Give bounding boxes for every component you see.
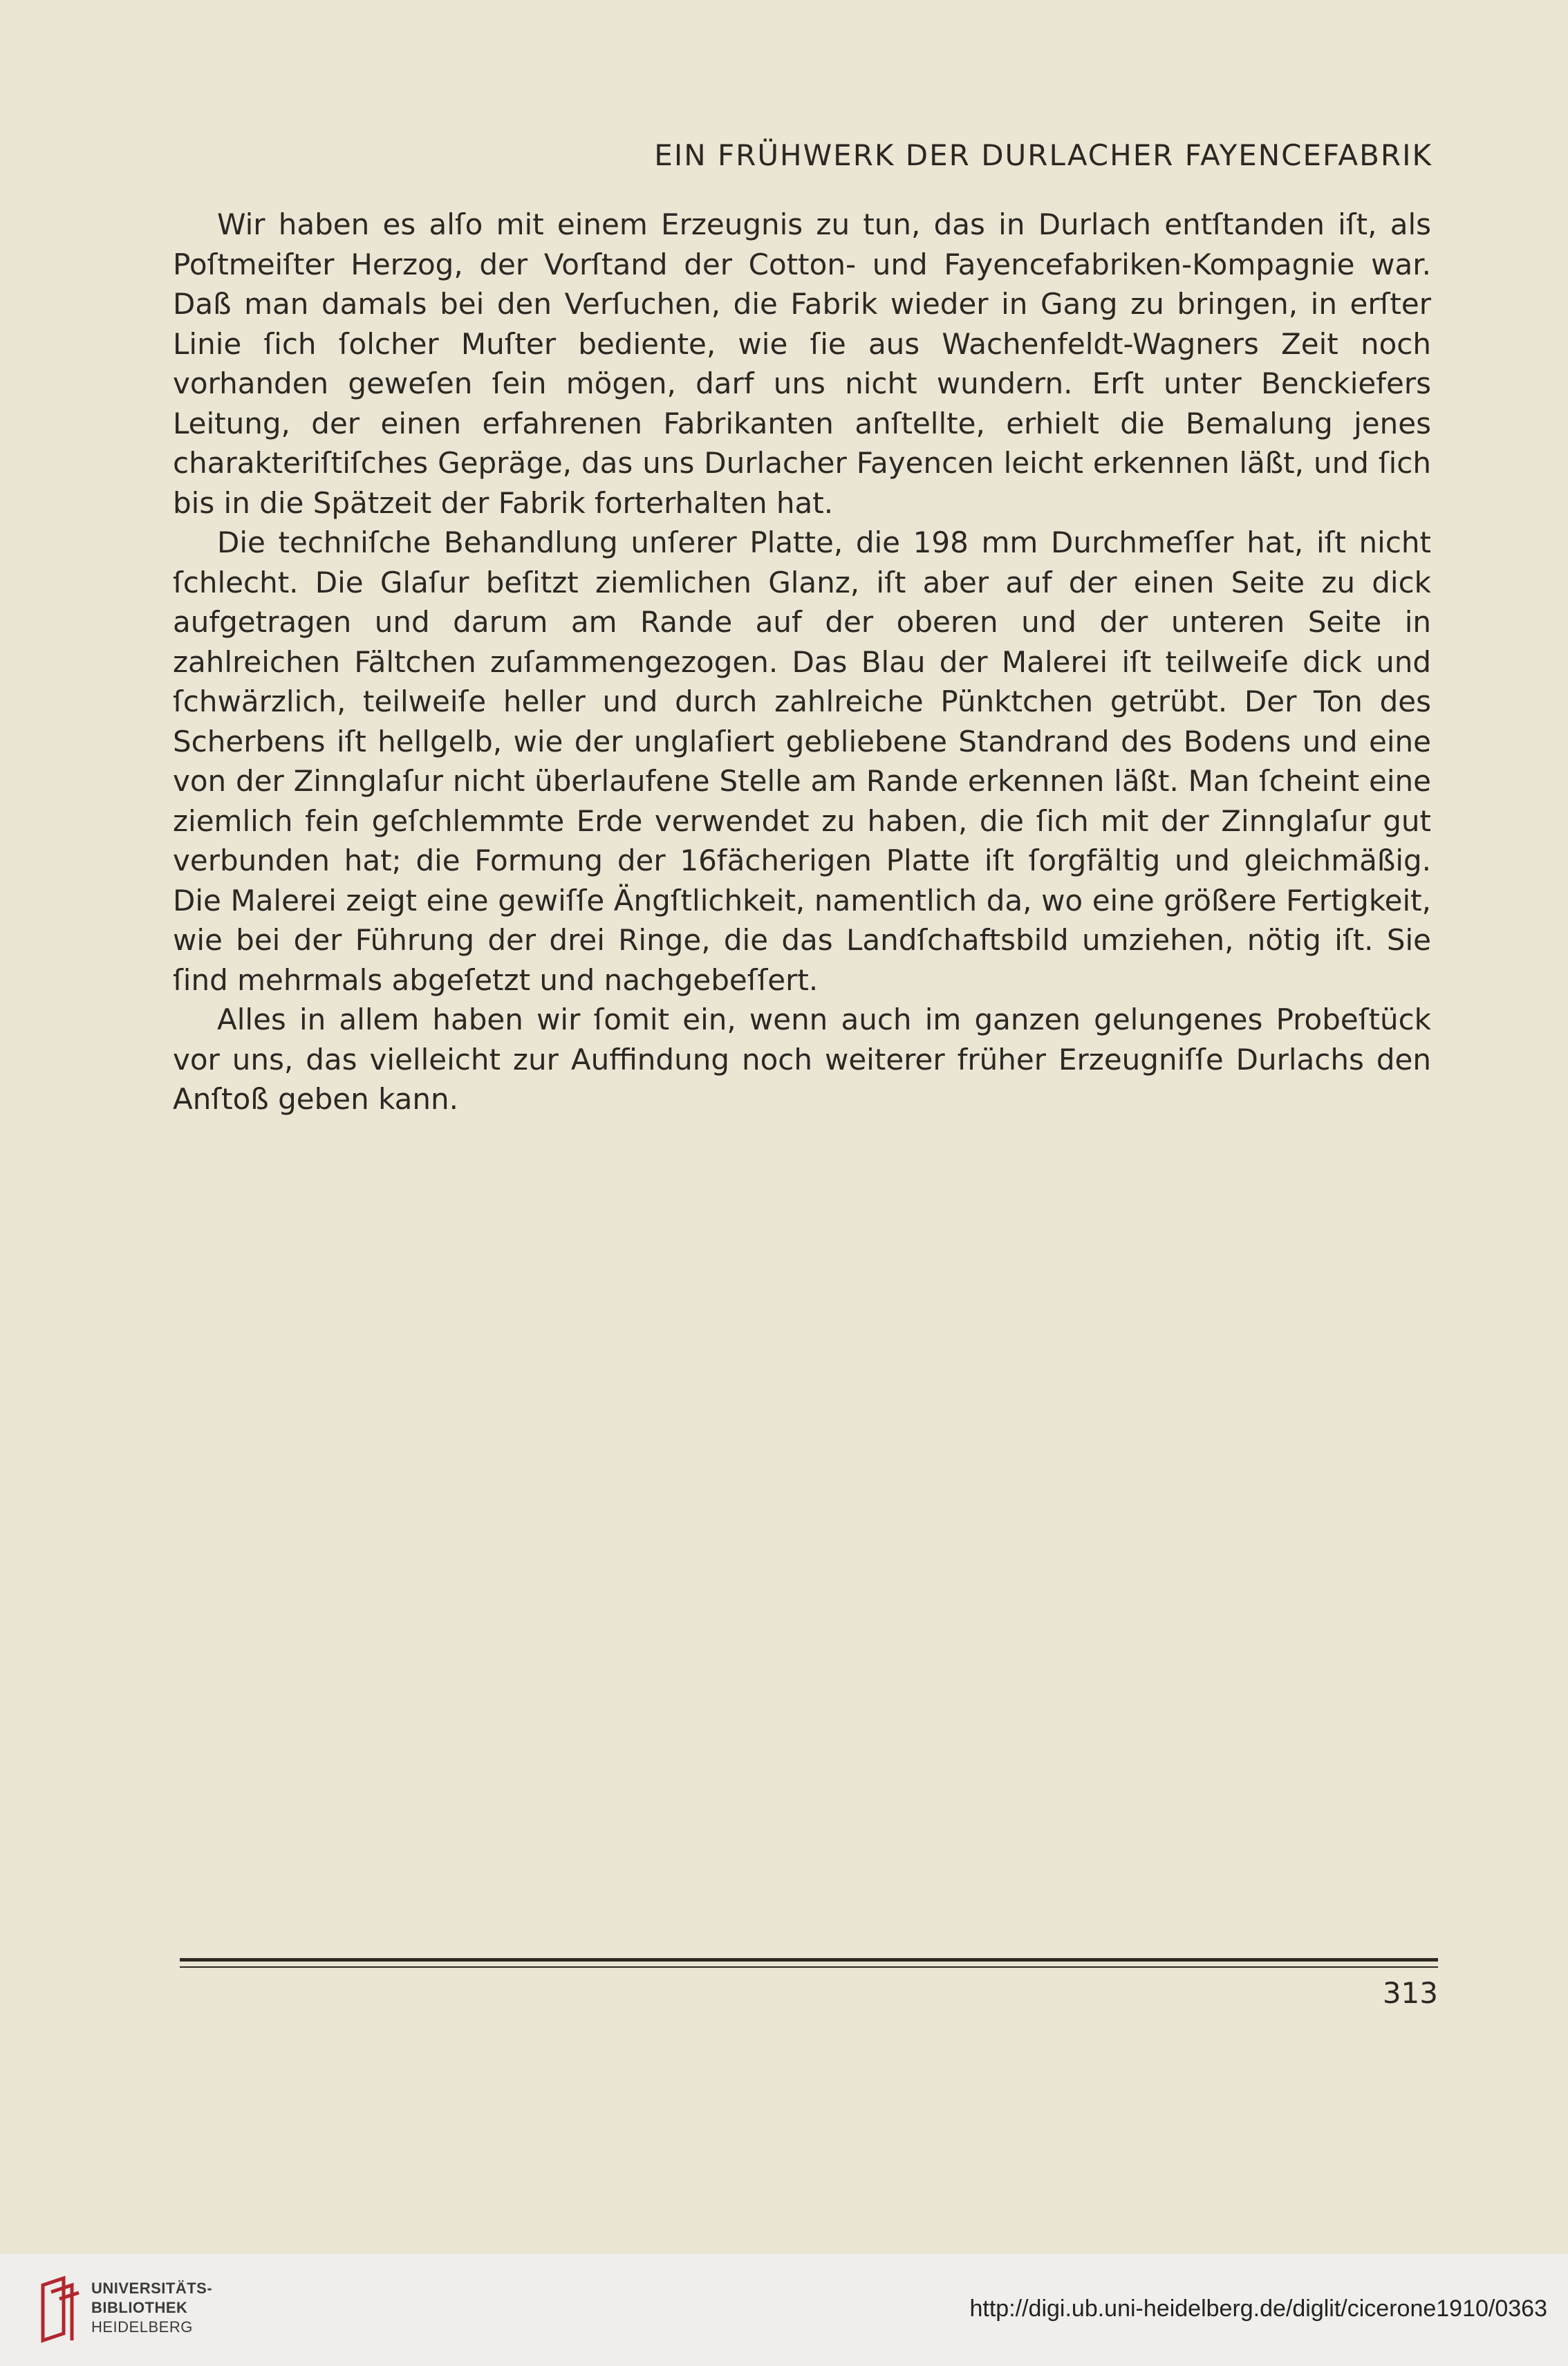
footer-rule-thin (180, 1966, 1438, 1968)
library-name-line: UNIVERSITÄTS- (91, 2280, 213, 2297)
paragraph: Wir haben es alſo mit einem Erzeugnis zu tun, das in Durlach entſtanden iſt, als Poſtmeiſter Herzog, der Vorſtand der Cotton- und Fayencefabriken-Kompagnie war. Daß man damals bei den Verſuchen, die Fabrik wieder in Gang zu bringen, in erſter Linie ſich ſolcher Muſter bediente, wie ſie aus Wachenfeldt-Wagners Zeit noch vorhanden geweſen ſein mögen, darf uns nicht wundern. Erſt unter Benckiefers Leitung, der einen erfahrenen Fabrikanten anſtellte, erhielt die Bemalung jenes charakteriſtiſches Gepräge, das uns Durlacher Fayencen leicht erkennen läßt, und ſich bis in die Spätzeit der Fabrik forterhalten hat. (173, 207, 1431, 520)
footer-rule-thick (180, 1958, 1438, 1962)
article-body (173, 205, 1431, 1119)
viewer-footer (0, 2254, 1568, 2366)
running-head: EIN FRÜHWERK DER DURLACHER FAYENCEFABRIK (654, 138, 1432, 172)
library-name-line: BIBLIOTHEK (91, 2299, 188, 2316)
page-number: 313 (1382, 1976, 1438, 2010)
paragraph: Alles in allem haben wir ſomit ein, wenn auch im ganzen gelungenes Probeſtück vor uns, das vielleicht zur Auffindung noch weiterer früher Erzeugniſſe Durlachs den Anſtoß geben kann. (173, 1003, 1431, 1116)
library-name-line: HEIDELBERG (91, 2318, 193, 2336)
source-url-link[interactable]: http://digi.ub.uni-heidelberg.de/diglit/cicerone1910/0363 (969, 2295, 1547, 2322)
university-library-logo-icon[interactable] (36, 2275, 84, 2344)
library-name (91, 2279, 212, 2337)
paragraph: Die techniſche Behandlung unſerer Platte, die 198 mm Durchmeſſer hat, iſt nicht ſchlecht. Die Glaſur beſitzt ziemlichen Glanz, iſt aber auf der einen Seite zu dick aufgetragen und darum am Rande auf der oberen und der unteren Seite in zahlreichen Fältchen zuſammengezogen. Das Blau der Malerei iſt teilweiſe dick und ſchwärzlich, teilweiſe heller und durch zahlreiche Pünktchen getrübt. Der Ton des Scherbens iſt hellgelb, wie der unglaſiert gebliebene Standrand des Bodens und eine von der Zinnglaſur nicht überlaufene Stelle am Rande erkennen läßt. Man ſcheint eine ziemlich fein geſchlemmte Erde verwendet zu haben, die ſich mit der Zinnglaſur gut verbunden hat; die Formung der 16fächerigen Platte iſt ſorgfältig und gleichmäßig. Die Malerei zeigt eine gewiſſe Ängſtlichkeit, namentlich da, wo eine größere Fertigkeit, wie bei der Führung der drei Ringe, die das Landſchaftsbild umziehen, nötig iſt. Sie ſind mehrmals abgeſetzt und nachgebeſſert. (173, 525, 1431, 997)
